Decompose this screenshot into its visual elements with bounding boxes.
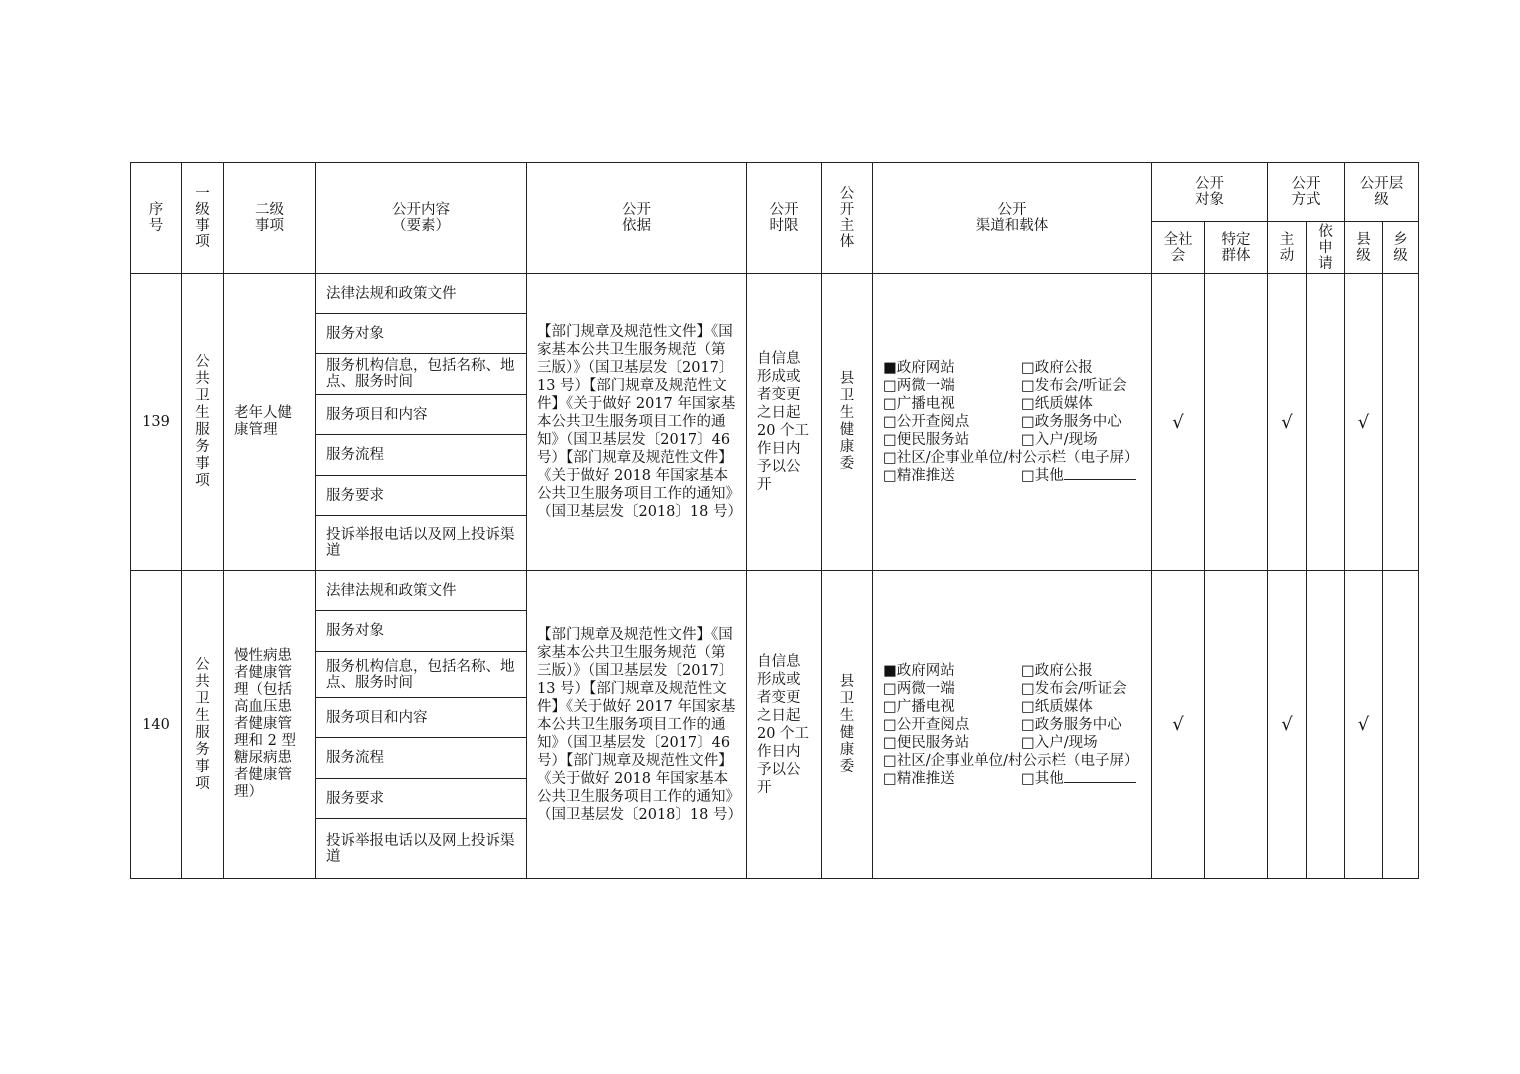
row-time-limit: 自信息形成或者变更之日起 20 个工作日内予以公开 — [747, 571, 822, 879]
row-channels — [873, 274, 1152, 571]
row-level1: 公 共 卫 生 服 务 事 项 — [182, 571, 224, 879]
channel-service-station: □便民服务站 — [883, 734, 970, 751]
row-seq: 140 — [131, 571, 182, 879]
check-tier-county: √ — [1345, 571, 1383, 879]
content-item: 服务要求 — [316, 476, 527, 516]
check-target-all: √ — [1152, 274, 1205, 571]
channel-paper: □纸质媒体 — [1021, 396, 1093, 412]
channel-broadcast: □广播电视 — [883, 396, 955, 412]
check-target-all: √ — [1152, 571, 1205, 879]
row-basis: 【部门规章及规范性文件】《国家基本公共卫生服务规范（第三版）》（国卫基层发〔2017〕13 号）【部门规章及规范性文件】《关于做好 2017 年国家基本公共卫生服务项目工作的通知》（国卫基层发〔2017〕46 号）【部门规章及规范性文件】《关于做好 2018 年国家基本公共卫生服务项目工作的通知》（国卫基层发〔2018〕18 号） — [527, 571, 747, 879]
content-item: 投诉举报电话以及网上投诉渠道 — [316, 516, 527, 571]
channel-press: □发布会/听证会 — [1021, 378, 1127, 394]
channel-bulletin: □社区/企事业单位/村公示栏（电子屏） — [883, 752, 1139, 769]
channel-two-micro: □两微一端 — [883, 680, 955, 697]
channel-service-center: □政务服务中心 — [1021, 414, 1122, 430]
channel-precise: □精准推送 — [883, 770, 955, 787]
header-basis: 公开 依据 — [527, 163, 747, 274]
channel-bulletin: □社区/企事业单位/村公示栏（电子屏） — [883, 450, 1139, 466]
channel-broadcast: □广播电视 — [883, 698, 955, 715]
other-blank-line — [1064, 770, 1136, 783]
channel-precise: □精准推送 — [883, 468, 955, 484]
channel-two-micro: □两微一端 — [883, 378, 955, 394]
header-row-1 — [131, 163, 1419, 222]
disclosure-table — [130, 162, 1419, 879]
header-tier: 公开层 级 — [1345, 163, 1419, 222]
header-mode-request: 依 申 请 — [1307, 222, 1345, 274]
check-mode-active: √ — [1268, 274, 1307, 571]
check-tier-town — [1383, 274, 1419, 571]
content-item: 投诉举报电话以及网上投诉渠道 — [316, 819, 527, 879]
row-level2: 慢性病患者健康管理（包括高血压患者健康管理和 2 型糖尿病患者健康管理） — [224, 571, 316, 879]
channel-reading-point: □公开查阅点 — [883, 414, 970, 430]
content-item: 法律法规和政策文件 — [316, 274, 527, 314]
content-item: 服务机构信息，包括名称、地点、服务时间 — [316, 354, 527, 395]
check-target-group — [1205, 274, 1268, 571]
content-item: 法律法规和政策文件 — [316, 571, 527, 611]
row-channels — [873, 571, 1152, 879]
check-tier-town — [1383, 571, 1419, 879]
header-target-all: 全社 会 — [1152, 222, 1205, 274]
channel-other: □其他 — [1021, 468, 1064, 484]
header-level2: 二级 事项 — [224, 163, 316, 274]
content-item: 服务对象 — [316, 611, 527, 652]
header-mode: 公开 方式 — [1268, 163, 1345, 222]
channel-service-center: □政务服务中心 — [1021, 716, 1122, 733]
row-seq: 139 — [131, 274, 182, 571]
check-mode-active: √ — [1268, 571, 1307, 879]
content-item: 服务项目和内容 — [316, 698, 527, 738]
content-item: 服务项目和内容 — [316, 395, 527, 435]
header-seq: 序 号 — [131, 163, 182, 274]
channel-gov-gazette: □政府公报 — [1021, 360, 1093, 376]
header-tier-town: 乡 级 — [1383, 222, 1419, 274]
channel-gov-gazette: □政府公报 — [1021, 662, 1093, 679]
channel-door: □入户/现场 — [1021, 734, 1098, 751]
header-channel: 公开 渠道和载体 — [873, 163, 1152, 274]
header-mode-active: 主 动 — [1268, 222, 1307, 274]
other-blank-line — [1064, 467, 1136, 480]
row-subject: 县 卫 生 健 康 委 — [822, 274, 873, 571]
table-row — [131, 274, 1419, 314]
check-tier-county: √ — [1345, 274, 1383, 571]
content-item: 服务对象 — [316, 314, 527, 354]
check-mode-request — [1307, 571, 1345, 879]
header-time-limit: 公开 时限 — [747, 163, 822, 274]
channel-press: □发布会/听证会 — [1021, 680, 1127, 697]
content-item: 服务要求 — [316, 779, 527, 819]
content-item: 服务流程 — [316, 738, 527, 779]
table-row — [131, 571, 1419, 611]
check-mode-request — [1307, 274, 1345, 571]
header-level1: 一 级 事 项 — [182, 163, 224, 274]
header-target: 公开 对象 — [1152, 163, 1268, 222]
channel-gov-site: ■政府网站 — [883, 662, 955, 679]
header-subject: 公 开 主 体 — [822, 163, 873, 274]
header-target-group: 特定 群体 — [1205, 222, 1268, 274]
row-level2: 老年人健康管理 — [224, 274, 316, 571]
channel-reading-point: □公开查阅点 — [883, 716, 970, 733]
channel-other: □其他 — [1021, 770, 1064, 787]
content-item: 服务流程 — [316, 435, 527, 476]
channel-door: □入户/现场 — [1021, 432, 1098, 448]
header-tier-county: 县 级 — [1345, 222, 1383, 274]
channel-gov-site: ■政府网站 — [883, 360, 955, 376]
row-basis: 【部门规章及规范性文件】《国家基本公共卫生服务规范（第三版）》（国卫基层发〔2017〕13 号）【部门规章及规范性文件】《关于做好 2017 年国家基本公共卫生服务项目工作的通知》（国卫基层发〔2017〕46 号）【部门规章及规范性文件】《关于做好 2018 年国家基本公共卫生服务项目工作的通知》（国卫基层发〔2018〕18 号） — [527, 274, 747, 571]
check-target-group — [1205, 571, 1268, 879]
channel-service-station: □便民服务站 — [883, 432, 970, 448]
row-time-limit: 自信息形成或者变更之日起 20 个工作日内予以公开 — [747, 274, 822, 571]
channel-paper: □纸质媒体 — [1021, 698, 1093, 715]
content-item: 服务机构信息，包括名称、地点、服务时间 — [316, 652, 527, 698]
row-subject: 县 卫 生 健 康 委 — [822, 571, 873, 879]
header-content: 公开内容 （要素） — [316, 163, 527, 274]
row-level1: 公 共 卫 生 服 务 事 项 — [182, 274, 224, 571]
